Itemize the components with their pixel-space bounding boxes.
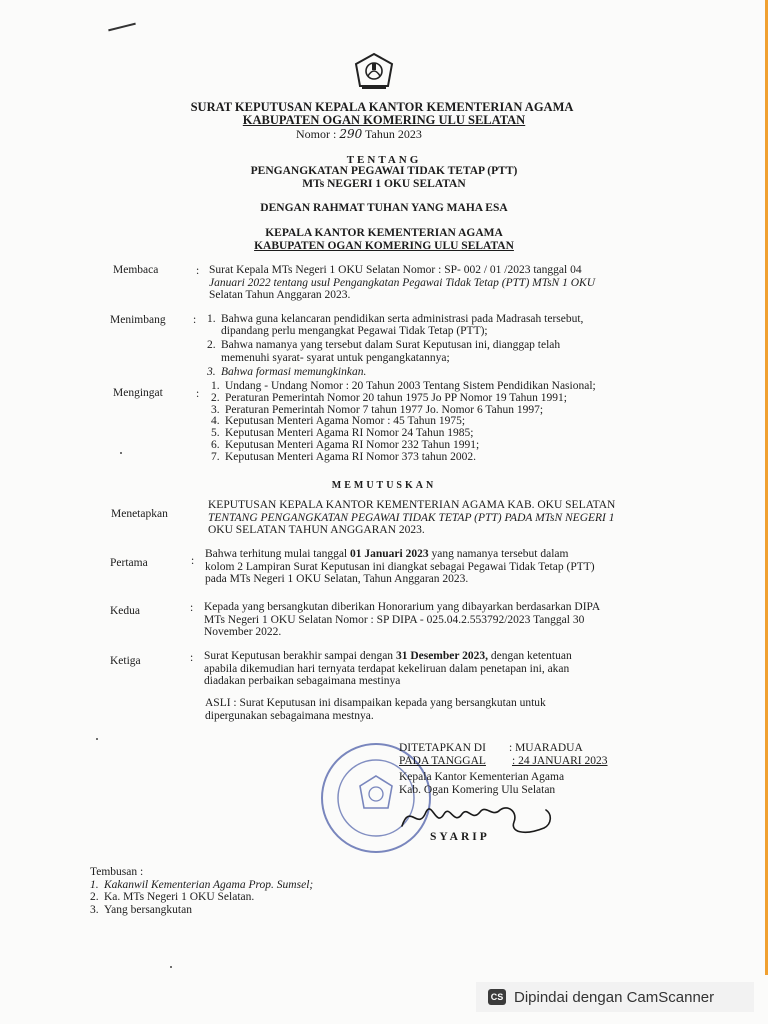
- mengingat-colon: :: [196, 388, 200, 400]
- ketiga-colon: :: [190, 652, 194, 664]
- subject-line2: MTs NEGERI 1 OKU SELATAN: [302, 178, 466, 190]
- jabatan-line1: Kepala Kantor Kementerian Agama: [399, 771, 565, 783]
- ketiga-line2: apabila dikemudian hari ternyata terdapat kekeliruan dalam penetapan ini, akan: [204, 662, 570, 675]
- mengingat-item: 6. Keputusan Menteri Agama RI Nomor 232 Tahun 1991;: [211, 438, 480, 451]
- asli-line1: ASLI : Surat Keputusan ini disampaikan kepada yang bersangkutan untuk: [205, 697, 546, 709]
- tembusan-item: 2. Ka. MTs Negeri 1 OKU Selatan.: [90, 891, 255, 903]
- camscanner-watermark: [476, 982, 754, 1012]
- kedua-line3: November 2022.: [204, 626, 282, 638]
- kedua-label: Kedua: [110, 605, 141, 617]
- tanggal-row: PADA TANGGAL : 24 JANUARI 2023: [399, 755, 608, 767]
- tembusan-item: 3. Yang bersangkutan: [90, 903, 192, 916]
- menimbang-label: Menimbang: [110, 314, 166, 326]
- membaca-line2: Januari 2022 tentang usul Pengangkatan Pegawai Tidak Tetap (PTT) MTsN 1 OKU: [209, 276, 596, 289]
- membaca-line1: Surat Kepala MTs Negeri 1 OKU Selatan Nomor : SP- 002 / 01 /2023 tanggal 04: [209, 264, 582, 276]
- menetapkan-line3: OKU SELATAN TAHUN ANGGARAN 2023.: [208, 524, 425, 536]
- kedua-text: [204, 601, 662, 639]
- pertama-text: [205, 548, 660, 586]
- menimbang-item: 3. Bahwa formasi memungkinkan.: [207, 365, 367, 378]
- membaca-label: Membaca: [113, 264, 159, 276]
- menetapkan-line1: KEPUTUSAN KEPALA KANTOR KEMENTERIAN AGAMA KAB. OKU SELATAN: [208, 499, 616, 511]
- mengingat-list: [211, 381, 659, 464]
- membaca-line3: Selatan Tahun Anggaran 2023.: [209, 289, 351, 301]
- mengingat-label: Mengingat: [113, 387, 163, 399]
- menimbang-item: 1. Bahwa guna kelancaran pendidikan serta administrasi pada Madrasah tersebut, dipandang perlu mengangkat Pegawai Tidak Tetap (PTT);: [207, 313, 584, 338]
- memutuskan-heading: MEMUTUSKAN: [331, 480, 437, 491]
- ketiga-label: Ketiga: [110, 655, 141, 667]
- pen-mark: [108, 23, 136, 32]
- pertama-label: Pertama: [110, 557, 148, 569]
- pertama-line2: kolom 2 Lampiran Surat Keputusan ini diangkat sebagai Pegawai Tidak Tetap (PTT): [205, 560, 595, 573]
- nomor-value: 290: [339, 127, 363, 141]
- pertama-line3: pada MTs Negeri 1 OKU Selatan, Tahun Anggaran 2023.: [205, 573, 469, 585]
- mengingat-item: 2. Peraturan Pemerintah Nomor 20 tahun 1975 Jo PP Nomor 19 Tahun 1991;: [211, 391, 567, 404]
- nomor-year: Tahun 2023: [365, 127, 422, 141]
- menetapkan-text: [208, 499, 663, 537]
- scan-speck: [96, 738, 98, 740]
- doc-number: [296, 127, 422, 142]
- ketiga-line3: diadakan perbaikan sebagaimana mestinya: [204, 675, 401, 687]
- mengingat-item: 1. Undang - Undang Nomor : 20 Tahun 2003 Tentang Sistem Pendidikan Nasional;: [211, 380, 596, 392]
- kedua-line1: Kepada yang bersangkutan diberikan Honorarium yang dibayarkan berdasarkan DIPA: [204, 601, 601, 613]
- nomor-label: Nomor :: [296, 127, 337, 141]
- jabatan-line2: Kab. Ogan Komering Ulu Selatan: [399, 784, 556, 796]
- camscanner-label: Dipindai dengan CamScanner: [514, 988, 715, 1006]
- menimbang-item: 2. Bahwa namanya yang tersebut dalam Surat Keputusan ini, dianggap telah memenuhi syarat- syarat untuk pengangkatannya;: [207, 339, 561, 364]
- kedua-line2: MTs Negeri 1 OKU Selatan Nomor : SP DIPA - 025.04.2.553792/2023 Tanggal 30: [204, 613, 585, 626]
- issuer-line1: KEPALA KANTOR KEMENTERIAN AGAMA: [265, 227, 503, 239]
- ditetapkan-row: DITETAPKAN DI : MUARADUA: [399, 742, 583, 754]
- tembusan-block: [90, 866, 313, 916]
- subject-line1: PENGANGKATAN PEGAWAI TIDAK TETAP (PTT): [250, 165, 518, 177]
- mengingat-item: 7. Keputusan Menteri Agama RI Nomor 373 tahun 2002.: [211, 450, 477, 463]
- issuer-line2: KABUPATEN OGAN KOMERING ULU SELATAN: [254, 240, 514, 252]
- membaca-colon: :: [196, 265, 200, 277]
- tentang-heading: TENTANG: [346, 154, 422, 166]
- camscanner-logo-icon: CS: [488, 989, 506, 1005]
- tembusan-item: 1. Kakanwil Kementerian Agama Prop. Sumsel;: [90, 878, 314, 891]
- signer-name: SYARIP: [430, 831, 490, 843]
- tembusan-title: Tembusan :: [90, 866, 144, 878]
- asli-line2: dipergunakan sebagaimana mestnya.: [205, 709, 374, 722]
- mengingat-item: 4. Keputusan Menteri Agama Nomor : 45 Tahun 1975;: [211, 415, 466, 428]
- pertama-line1: Bahwa terhitung mulai tanggal 01 Januari 2023 yang namanya tersebut dalam: [205, 548, 569, 560]
- menetapkan-line2: TENTANG PENGANGKATAN PEGAWAI TIDAK TETAP (PTT) PADA MTsN NEGERI 1: [208, 511, 615, 524]
- scan-speck: [170, 966, 172, 968]
- ministry-emblem-icon: [352, 52, 396, 92]
- asli-text: [205, 697, 663, 722]
- doc-title-line2: KABUPATEN OGAN KOMERING ULU SELATAN: [242, 113, 526, 127]
- signature-block: [399, 742, 608, 797]
- mengingat-item: 3. Peraturan Pemerintah Nomor 7 tahun 1977 Jo. Nomor 6 Tahun 1997;: [211, 403, 544, 416]
- menimbang-list: [207, 313, 659, 378]
- pertama-colon: :: [191, 555, 195, 567]
- menetapkan-label: Menetapkan: [111, 508, 168, 520]
- membaca-text: [209, 264, 659, 302]
- scan-speck: [120, 452, 122, 454]
- kedua-colon: :: [190, 602, 194, 614]
- ketiga-line1: Surat Keputusan berakhir sampai dengan 31 Desember 2023, dengan ketentuan: [204, 650, 572, 662]
- menimbang-colon: :: [193, 314, 197, 326]
- mengingat-item: 5. Keputusan Menteri Agama RI Nomor 24 Tahun 1985;: [211, 427, 474, 440]
- doc-title-line1: SURAT KEPUTUSAN KEPALA KANTOR KEMENTERIAN AGAMA: [190, 100, 574, 114]
- rahmat-line: DENGAN RAHMAT TUHAN YANG MAHA ESA: [260, 202, 508, 214]
- ketiga-text: [204, 650, 662, 688]
